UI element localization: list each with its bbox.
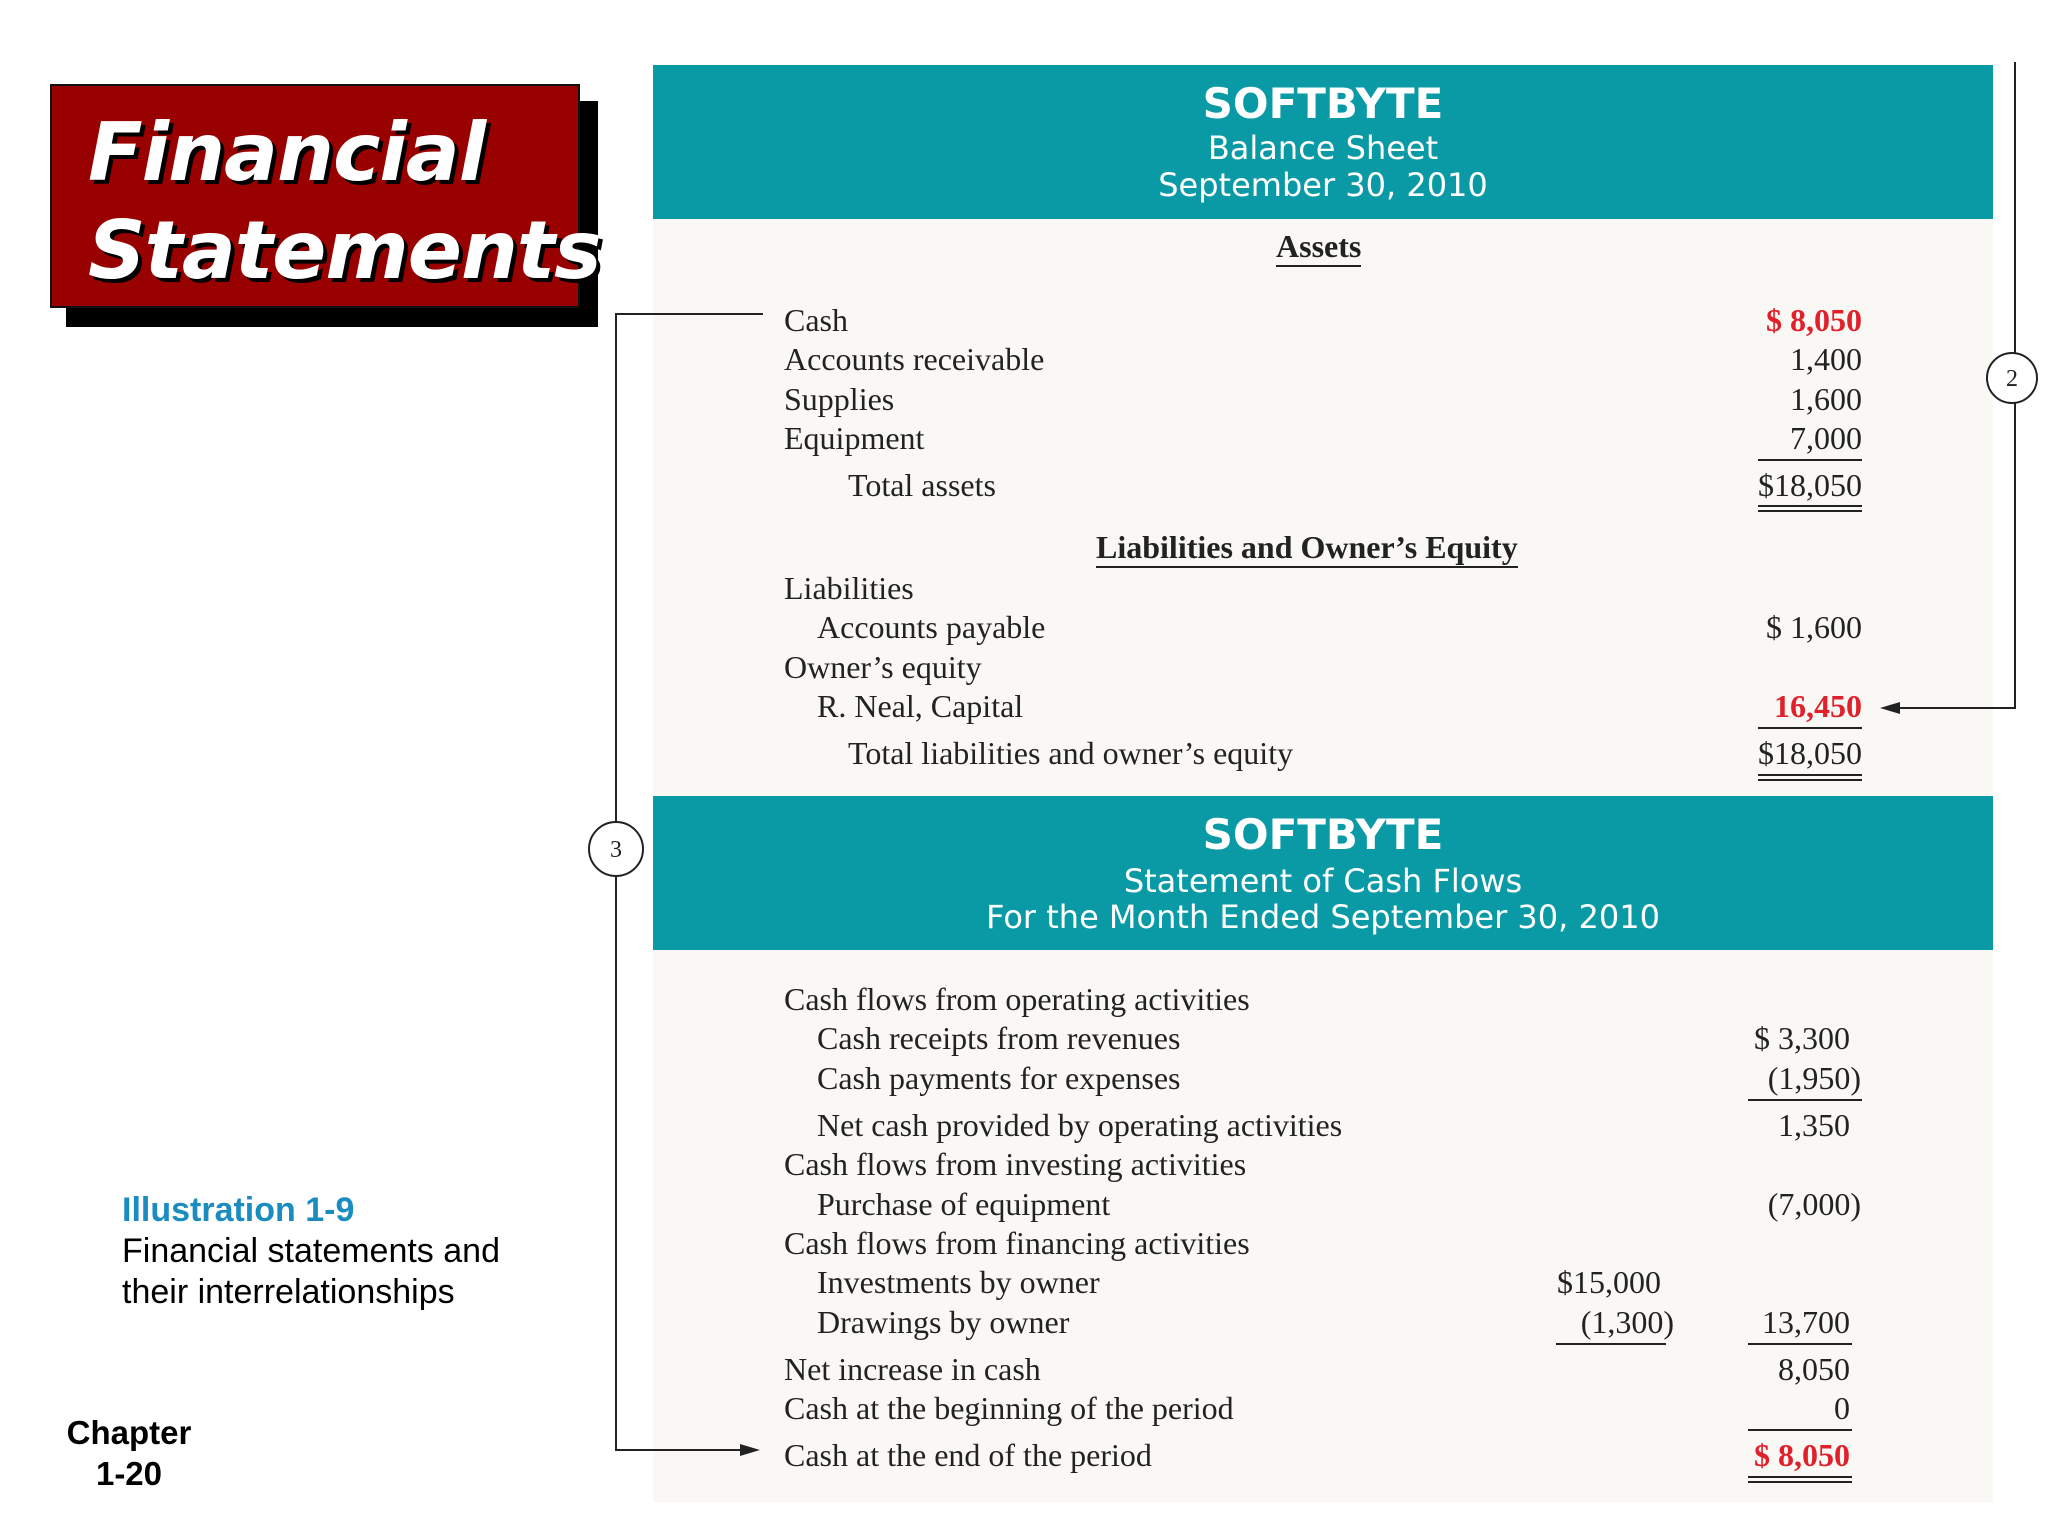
asset-equipment-value: 7,000: [1790, 420, 1862, 456]
ending-value: $ 8,050: [1754, 1437, 1850, 1473]
accounts-payable-value: $ 1,600: [1766, 609, 1862, 645]
liabilities-label: Liabilities: [784, 570, 914, 606]
liabilities-equity-heading: Liabilities and Owner’s Equity: [1096, 529, 1518, 568]
investments-label: Investments by owner: [817, 1264, 1100, 1300]
purchase-label: Purchase of equipment: [817, 1186, 1111, 1222]
connector-3-line: [616, 314, 763, 1450]
asset-supplies-label: Supplies: [784, 381, 895, 417]
receipts-label: Cash receipts from revenues: [817, 1020, 1181, 1056]
ending-label: Cash at the end of the period: [784, 1437, 1152, 1473]
cf-company: SOFTBYTE: [1202, 810, 1444, 859]
cf-title: Statement of Cash Flows: [1123, 862, 1523, 900]
net-operating-value: 1,350: [1778, 1107, 1850, 1143]
connector-3-arrowhead: [740, 1444, 760, 1456]
drawings-value: (1,300): [1580, 1304, 1674, 1340]
title-line-1: Financial: [88, 106, 486, 199]
investing-heading: Cash flows from investing activities: [784, 1146, 1247, 1182]
beginning-value: 0: [1834, 1390, 1850, 1426]
financing-total-value: 13,700: [1762, 1304, 1850, 1340]
capital-label: R. Neal, Capital: [817, 688, 1024, 724]
connector-2-arrowhead: [1880, 702, 1900, 714]
caption-line-1: Financial statements and: [122, 1232, 500, 1270]
purchase-value: (7,000): [1767, 1186, 1861, 1222]
bs-company: SOFTBYTE: [1202, 79, 1444, 128]
total-le-value: $18,050: [1758, 735, 1862, 771]
financing-heading: Cash flows from financing activities: [784, 1225, 1250, 1261]
net-increase-value: 8,050: [1778, 1351, 1850, 1387]
owners-equity-label: Owner’s equity: [784, 649, 982, 685]
assets-heading: Assets: [1276, 228, 1361, 267]
capital-value: 16,450: [1774, 688, 1862, 724]
accounts-payable-label: Accounts payable: [817, 609, 1046, 645]
asset-ar-value: 1,400: [1790, 341, 1862, 377]
payments-value: (1,950): [1767, 1060, 1861, 1096]
cf-period: For the Month Ended September 30, 2010: [986, 898, 1660, 936]
asset-ar-label: Accounts receivable: [784, 341, 1045, 377]
total-assets-label: Total assets: [848, 467, 996, 503]
illustration-number: Illustration 1-9: [122, 1191, 355, 1229]
total-le-label: Total liabilities and owner’s equity: [848, 735, 1294, 771]
drawings-label: Drawings by owner: [817, 1304, 1070, 1340]
asset-supplies-value: 1,600: [1790, 381, 1862, 417]
marker-3-label: 3: [610, 837, 622, 863]
beginning-label: Cash at the beginning of the period: [784, 1390, 1234, 1426]
title-line-2: Statements: [88, 204, 601, 297]
marker-2-label: 2: [2006, 366, 2018, 392]
payments-label: Cash payments for expenses: [817, 1060, 1181, 1096]
receipts-value: $ 3,300: [1754, 1020, 1850, 1056]
asset-cash-value: $ 8,050: [1766, 302, 1862, 338]
asset-cash-label: Cash: [784, 302, 848, 338]
total-assets-value: $18,050: [1758, 467, 1862, 503]
caption-line-2: their interrelationships: [122, 1273, 455, 1311]
net-operating-label: Net cash provided by operating activities: [817, 1107, 1343, 1143]
chapter-line-1: Chapter: [66, 1414, 192, 1451]
bs-date: September 30, 2010: [1158, 166, 1488, 204]
investments-value: $15,000: [1557, 1264, 1661, 1300]
bs-title: Balance Sheet: [1207, 129, 1439, 167]
operating-heading: Cash flows from operating activities: [784, 981, 1250, 1017]
net-increase-label: Net increase in cash: [784, 1351, 1041, 1387]
chapter-line-2: 1-20: [95, 1455, 163, 1492]
asset-equipment-label: Equipment: [784, 420, 925, 456]
